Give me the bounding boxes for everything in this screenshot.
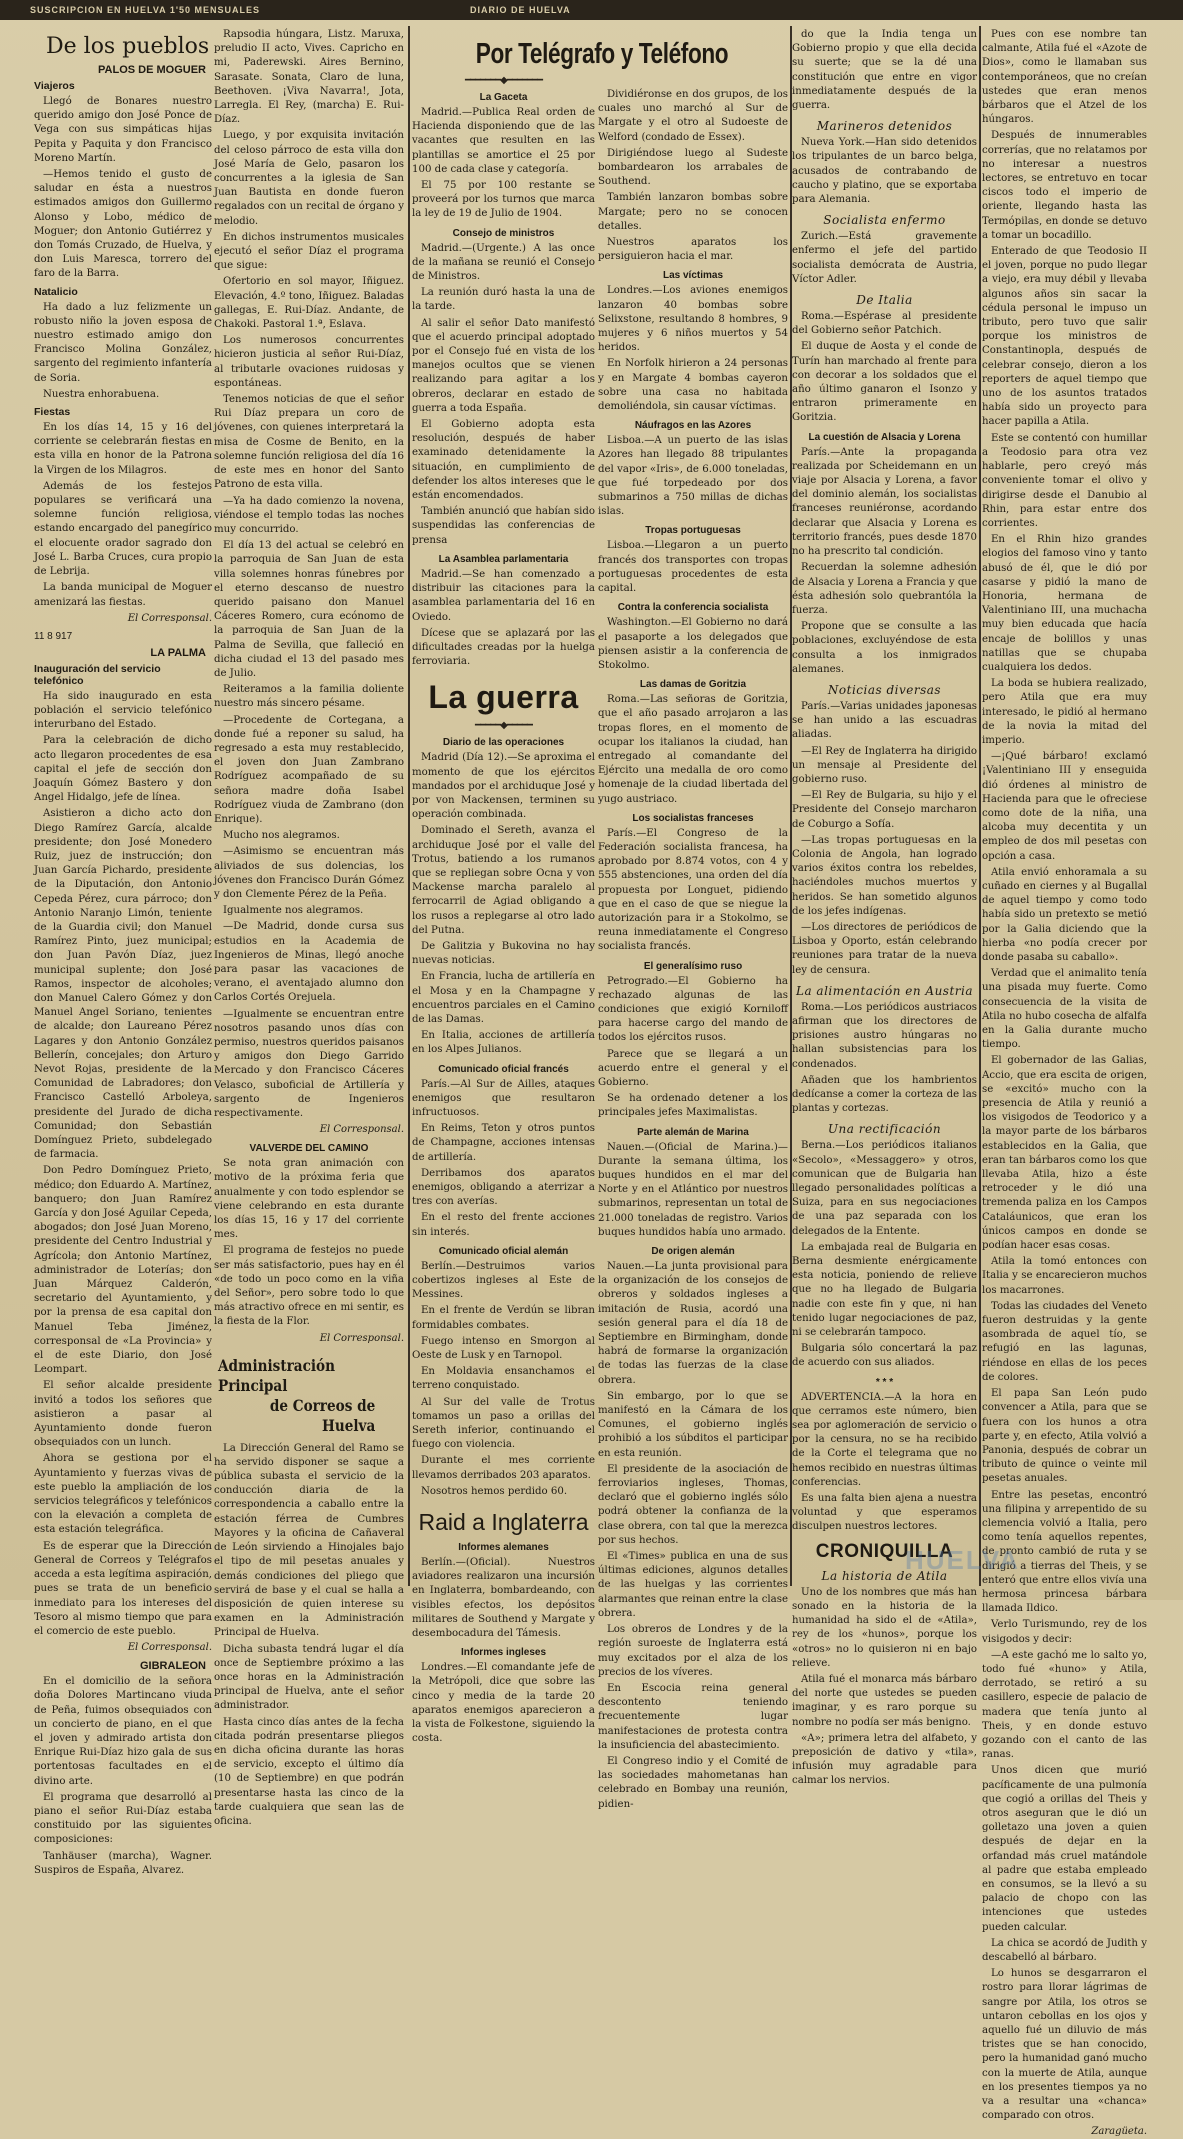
subheading: Informes alemanes: [458, 1542, 549, 1554]
paragraph: Al Sur del valle de Trotus tomamos un paso a orillas del Sereth inferior, continuando el fuego con violencia.: [412, 1396, 595, 1451]
subheading: Contra la conferencia socialista: [617, 602, 769, 614]
paragraph: —A este gachó me lo salto yo, todo fué «huno» y Atila, derrotado, se retiró a su casillero, especie de palacio de madera que tenía junto al Theis, y en donde estuvo gozando con el canto de las ranas.: [982, 1649, 1147, 1761]
subheading: Parte alemán de Marina: [637, 1126, 749, 1138]
paragraph: Enterado de que Teodosio II el joven, porque no pudo llegar a viejo, era muy débil y llevaba algunos años sin sacar la cédula personal le impuso un tributo, pero tuvo que salir porque los ministros de Constantinopla, después de celebrar consejo, dieron a los reporters de aquel tiempo que uno de los asuntos tratados había sido un proyecto para hacer papilla a Atila.: [982, 246, 1147, 428]
paragraph: París.—Ante la propaganda realizada por Scheidemann en un viaje por Alsacia y Lorena, a favor del dominio alemán, los socialistas franceses reuniéronse, acordando declarar que Alsacia y Lorena es territorio francés, pues desde 1870 no ha prescrito tal condición.: [792, 446, 977, 558]
paragraph: Es de esperar que la Dirección General de Correos y Telégrafos acceda a esta legítima aspiración, pues se trata de un beneficio inmediato para los intereses del Tesoro al mismo tiempo que para el comercio de este pueblo.: [34, 1540, 212, 1637]
paragraph: Dominado el Sereth, avanza el archiduque José por el valle del Trotus, batiendo a los rumanos que se repliegan sobre Ocna y von Mackense marcha paralelo al ferrocarril de Agiad obligando a los rusos a replegarse al otro lado del Putna.: [412, 825, 595, 936]
paper-name: DIARIO DE HUELVA: [470, 5, 571, 15]
paragraph: Lisboa.—A un puerto de las islas Azores han llegado 88 tripulantes del vapor «Iris», de 6.000 toneladas, que fué torpedeado por dos submarinos a 750 millas de dichas islas.: [598, 435, 788, 518]
subheading: Diario de las operaciones: [442, 737, 565, 749]
column-4: [598, 28, 788, 1810]
paragraph: La embajada real de Bulgaria en Berna desmiente enérgicamente esta noticia, poniendo de relieve que no ha llegado de Bulgaria nadie con este fin y que, ni han tenido lugar negociaciones de paz, ni se celebrarán tampoco.: [792, 1241, 977, 1339]
paragraph: El día 13 del actual se celebró en la parroquia de San Juan de esta villa solemnes honras fúnebres por el eterno descanso de nuestro querido paisano don Manuel Cáceres Romero, cura ecónomo de la parroquia de San Juan de la Palma de Sevilla, que falleció en dicha ciudad el 13 del pasado mes de Julio.: [214, 540, 404, 679]
subheading: La cuestión de Alsacia y Lorena: [808, 431, 961, 443]
paragraph: El señor alcalde presidente invitó a todos los señores que asistieron a pasar al Ayuntamiento donde fueron obsequiados con un lunch.: [34, 1380, 212, 1449]
paragraph: —Igualmente se encuentran entre nosotros pasando unos días con permiso, nuestros queridos paisanos y amigos don Diego Garrido Mercado y don Francisco Cáceres Velasco, suboficial de Artillería y sargento de Ingenieros respectivamente.: [214, 1008, 404, 1120]
headline-spacer: [598, 28, 788, 88]
paragraph: Berna.—Los periódicos italianos «Secolo», «Messaggero» y otros, comunican que de Bulgaria han llegado personalidades políticas a Suiza, para en sus negociaciones de una paz separada con los delegados de la Entente.: [792, 1140, 977, 1237]
paragraph: Petrogrado.—El Gobierno ha rechazado algunas de las condiciones que exigió Korniloff para hacerse cargo del mando de todos los ejércitos rusos.: [598, 975, 788, 1044]
headline-line: Administración Principal: [218, 1355, 335, 1395]
date-number: 11 8 917: [34, 630, 73, 642]
paragraph: La boda se hubiera realizado, pero Atila que era muy interesado, le pidió al hermano de la novia la mitad del imperio.: [982, 678, 1147, 746]
paragraph: Berlín.—Destruimos varios cobertizos ingleses al Este de Messines.: [412, 1260, 595, 1301]
town-heading-palos: PALOS DE MOGUER: [98, 64, 206, 76]
subheading: La Asamblea parlamentaria: [438, 553, 569, 565]
paragraph: «A»; primera letra del alfabeto, y preposición de dativo y «tila», infusión muy agradable para calmar los nervios.: [792, 1732, 977, 1787]
paragraph: Don Pedro Domínguez Prieto, médico; don Eduardo A. Martínez, banquero; don Juan Ramírez García y don José Aguilar Cepeda, abogados; don José Juan Moreno, presidente del Centro Industrial y Agrícola; don Antonio Martínez, administrador de Loterías; don Juan Márquez Calderón, secretario del Ayuntamiento, y por la prensa de esa capital don Manuel Teba Jiménez, corresponsal de «La Provincia» y el de este Diario, don José Leompart.: [34, 1165, 212, 1376]
section-title-pueblos: De los pueblos: [46, 34, 210, 59]
subheading: La alimentación en Austria: [795, 983, 974, 998]
paragraph: La Dirección General del Ramo se ha servido disponer se saque a pública subasta el servicio de la conducción diaria de la correspondencia a caballo entre la estación férrea de Cumbres Mayores y la oficina de Cañaveral de León sirviendo a Hinojales bajo el tipo de mil pesetas anuales y demás condiciones del pliego que servirá de base y el cual se halla a disposición de quien interese su examen en la Administración Principal de Huelva.: [214, 1442, 404, 1639]
subheading-viajeros: Viajeros: [34, 80, 75, 92]
paragraph: Dicha subasta tendrá lugar el día once de Septiembre próximo a las once horas en la Administración principal de Huelva, ante el señor administrador.: [214, 1643, 404, 1712]
paragraph: Madrid (Día 12).—Se aproxima el momento de que los ejércitos mandados por el archiduque José y por von Mackensen, terminen su operación combinada.: [412, 752, 595, 821]
paragraph: Unos dicen que murió pacíficamente de una pulmonía que cogió a orillas del Theis y otros aseguran que le dió un golletazo una joven a quien después de dejar en la orfandad más cruel matándole al padre que estaba empleado en consumos, se la llevó a su palacio de chopo con las intenciones que ustedes pueden calcular.: [982, 1765, 1147, 1933]
paragraph: —El Rey de Inglaterra ha dirigido un mensaje al Presidente del gobierno ruso.: [792, 745, 977, 785]
paragraph: El «Times» publica en una de sus últimas ediciones, algunos detalles de las huelgas y las corrientes alarmantes que reinan entre la clase obrera.: [598, 1551, 788, 1619]
paragraph: El programa de festejos no puede ser más satisfactorio, pues hay en él «de todo un poco como en la viña del Señor», pero sobre todo lo que más atractivo ofrece en mi sentir, es la fiesta de la Flor.: [214, 1245, 404, 1328]
paragraph: Nauen.—La junta provisional para la organización de los consejos de obreros y soldados ingleses a imitación de Rusia, acordó una sesión general para el día 18 de Septiembre en Birmingham, donde habrá de formarse la organización de todas las fuerzas de la clase obrera.: [598, 1261, 788, 1386]
subheading: Comunicado oficial francés: [438, 1063, 569, 1075]
paragraph: Roma.—Los periódicos austriacos afirman que los directores de prisiones austro húngaras no hallan subsistencias para los condenados.: [792, 1001, 977, 1070]
paragraph: El presidente de la asociación de ferroviarios ingleses, Thomas, declaró que el gobierno inglés sólo podrá obtener la confianza de la clase obrera, con tal que la merezca por sus hechos.: [598, 1463, 788, 1546]
paragraph: Verdad que el animalito tenía una pisada muy fuerte. Como consecuencia de la visita de Atila no hubo cosecha de alfalfa en la Galia durante mucho tiempo.: [982, 968, 1147, 1051]
column-rule: [408, 26, 410, 1586]
paragraph: Atila envió enhoramala a su cuñado en ciernes y al Bugallal de aquel tiempo y como todo había sido un pretexto se metió por la Galia diciendo que la hierba «no podía crecer por donde pasaba su caballo».: [982, 866, 1147, 963]
paragraph: Se nota gran animación con motivo de la próxima feria que anualmente y con todo esplendor se viene celebrando en esta durante los días 15, 16 y 17 del corriente mes.: [214, 1158, 404, 1241]
paragraph: París.—Al Sur de Ailles, ataques enemigos que resultaron infructuosos.: [412, 1078, 595, 1118]
paragraph: Los obreros de Londres y de la región suroeste de Inglaterra está muy excitados por el alza de los precios de los víveres.: [598, 1624, 788, 1678]
library-watermark: HUELVA: [905, 1545, 1021, 1575]
paragraph: En los días 14, 15 y 16 del corriente se celebrarán fiestas en esta villa en honor de la Patrona la Virgen de los Milagros.: [34, 422, 212, 476]
paragraph: Pues con ese nombre tan calmante, Atila fué el «Azote de Dios», como le llamaban sus contemporáneos, que no creían ustedes que eran menos bárbaros que el Atzel de los húngaros.: [982, 29, 1147, 126]
paragraph: También anunció que habían sido suspendidas las conferencias de prensa: [412, 506, 595, 546]
paragraph: Bulgaria sólo concertará la paz de acuerdo con sus aliados.: [792, 1343, 977, 1369]
masthead-strip: [0, 0, 1183, 20]
paragraph: Recuerdan la solemne adhesión de Alsacia y Lorena a Francia y que ésta adhesión solo quebrantóla la fuerza.: [792, 562, 977, 616]
paragraph: El papa San León pudo convencer a Atila, para que se fuera con los hunos a otra parte y, en efecto, Atila volvió a Panonia, después de cobrar un tributo de quince o veinte mil pesetas anuales.: [982, 1388, 1147, 1485]
paragraph: El programa que desarrolló al piano el señor Rui-Díaz estaba constituido por las siguientes composiciones:: [34, 1791, 212, 1846]
paragraph: Zurich.—Está gravemente enfermo el jefe del partido socialista demócrata de Austria, Víctor Adler.: [792, 231, 977, 285]
paragraph: En Reims, Teton y otros puntos de Champagne, acciones intensas de artillería.: [412, 1123, 595, 1163]
town-heading-palma: LA PALMA: [150, 646, 206, 659]
signature: El Corresponsal.: [319, 1332, 404, 1344]
paragraph: Atila fué el monarca más bárbaro del norte que ustedes se pueden imaginar, y es raro porque su nombre no podía ser más benigno.: [792, 1673, 977, 1728]
paragraph: Lisboa.—Llegaron a un puerto francés dos transportes con tropas portuguesas procedentes de esta capital.: [598, 540, 788, 595]
headline-raid: Raid a Inglaterra: [418, 1509, 589, 1536]
paragraph: Nosotros hemos perdido 60.: [421, 1485, 568, 1497]
subheading: De origen alemán: [651, 1246, 735, 1258]
paragraph: ADVERTENCIA.—A la hora en que cerramos este número, bien sea por aglomeración de servicio o por la censura, no se ha recibido de la Corte el telegrama que no hemos recibido en nuestras últimas conferencias.: [792, 1391, 977, 1488]
paragraph: Madrid.—Se han comenzado a distribuir las citaciones para la asamblea parlamentaria del 16 en Oviedo.: [412, 568, 595, 623]
paragraph: Tenemos noticias de que el señor Rui Díaz prepara un coro de jóvenes, con quienes interpretará la misa de Cosme de Benito, en la solemne función religiosa del día 16 de este mes en honor del Santo Patrono de esta villa.: [214, 394, 404, 491]
paragraph: —Las tropas portuguesas en la Colonia de Angola, han logrado varios éxitos contra los rebeldes, haciéndoles muchos muertos y heridos. Se han sometido algunos de los jefes indígenas.: [792, 834, 977, 917]
paragraph: Tanhäuser (marcha), Wagner. Suspiros de España, Alvarez.: [34, 1850, 212, 1876]
column-5: [792, 28, 977, 1787]
stars-divider: * * *: [875, 1376, 894, 1388]
paragraph: —Hemos tenido el gusto de saludar en ésta a nuestros estimados amigos don Guillermo Alonso y Lobo, médico de Moguer; don Antonio Gutiérrez y don Tomás Cruzado, de Huelva, y don Luis Maresca, torrero del faro de la Barra.: [34, 169, 212, 280]
paragraph: do que la India tenga un Gobierno propio y que ella decida su suerte; que se la dé una constitución que entre en vigor inmediatamente después de la guerra.: [792, 29, 977, 112]
paragraph: El duque de Aosta y el conde de Turín han marchado al frente para con decorar a los soldados que el año último ganaron el Isonzo y entraron primeramente en Goritzia.: [792, 341, 977, 424]
headline-croniquilla: CRONIQUILLA: [815, 1540, 954, 1562]
paragraph: Parece que se llegará a un acuerdo entre el general y el Gobierno.: [598, 1048, 788, 1088]
subheading: Consejo de ministros: [452, 227, 555, 239]
paragraph: Todas las ciudades del Veneto fueron destruidas y la gente asombrada de aquel tío, se refugió en las lagunas, riéndose en ellas de los peces de colores.: [982, 1300, 1147, 1383]
paragraph: Roma.—Espérase al presidente del Gobierno señor Patchich.: [792, 311, 977, 337]
paragraph: Madrid.—(Urgente.) A las once de la mañana se reunió el Consejo de Ministros.: [412, 242, 595, 283]
paragraph: De Galitzia y Bukovina no hay nuevas noticias.: [412, 940, 595, 967]
paragraph: —Asimismo se encuentran más aliviados de sus dolencias, los jóvenes don Francisco Durán Gómez y don Clemente Pérez de la Peña.: [214, 846, 404, 900]
paragraph: El gobernador de las Galias, Accio, que era escita de origen, se «excitó» mucho con la presencia de Atila y reunió a los visigodos de Teodorico y a la mayor parte de los bárbaros establecidos en la Galia, que eran tan bárbaros como los que llevaba Atila, hizo a éste retroceder y le dió una tremenda paliza en los Campos Cataláunicos, que eran los únicos campos en donde se podían hacer esas cosas.: [982, 1055, 1147, 1252]
paragraph: En Moldavia ensanchamos el terreno conquistado.: [412, 1366, 595, 1392]
column-2: [214, 28, 404, 1827]
paragraph: Para la celebración de dicho acto llegaron procedentes de esa capital el jefe de sección don Joaquín Gómez Bastero y don Angel Hidalgo, jefe de línea.: [34, 735, 212, 804]
signature: Zaragüeta.: [1091, 2126, 1147, 2138]
paragraph: Llegó de Bonares nuestro querido amigo don José Ponce de Vega con sus simpáticas hijas Pepita y Paquita y don Francisco Moreno Martín.: [34, 96, 212, 164]
paragraph: Washington.—El Gobierno no dará el pasaporte a los delegados que piensen asistir a la conferencia de Stokolmo.: [598, 617, 788, 671]
paragraph: Dirigiéndose luego al Sudeste bombardearon los arrabales de Southend.: [598, 147, 788, 188]
headline-line: de Correos de Huelva: [269, 1395, 376, 1435]
paragraph: Rapsodia húngara, Listz. Maruxa, preludio II acto, Vives. Capricho en mi, Paderewski. Aires Bernino, Sarasate. Sonata, Claro de luna, Beethoven. ¡Viva Navarra!, Jota, Larregla. El Rey, (marcha) E. Rui-Díaz.: [214, 29, 404, 126]
paragraph: —Procedente de Cortegana, a donde fué a reponer su salud, ha regresado a esta muy restablecido, el joven don Juan Zambrano Rodríguez acompañado de su señora madre doña Isabel Rodríguez viuda de Zambrano (don Enrique).: [214, 714, 404, 825]
subheading-fiestas: Fiestas: [34, 406, 71, 419]
paragraph: El Congreso indio y el Comité de las sociedades mahometanas han celebrado en Bombay una reunión, pidien-: [598, 1755, 788, 1810]
paragraph: París.—El Congreso de la Federación socialista francesa, ha aprobado por 8.874 votos, con 4 y 555 abstenciones, una orden del día propuesta por Longuet, pidiendo que en el caso de que se niegue la autorización para ir a Stokolmo, se reuna inmediatamente el Congreso socialista francés.: [598, 827, 788, 953]
paragraph: En el Rhin hizo grandes elogios del famoso vino y tanto abusó de él, que le dió por casarse y pidió la mano de Honoria, hermana de Valentiniano III, una muchacha muy bien educada que hacía encaje de bolillos y unas natillas que se chupaba cualquiera los dedos.: [982, 534, 1147, 673]
subheading: El generalísimo ruso: [643, 960, 743, 972]
paragraph: En Francia, lucha de artillería en el Mosa y en la Champagne y encuentros parciales en el Camino de las Damas.: [412, 971, 595, 1025]
paragraph: Sin embargo, por lo que se manifestó en la Cámara de los Comunes, el gobierno inglés prohibió a los súbditos el participar en esta reunión.: [598, 1390, 788, 1459]
subheading: Náufragos en las Azores: [634, 420, 752, 432]
paragraph: Se ha ordenado detener a los principales jefes Maximalistas.: [598, 1093, 788, 1119]
column-1: [34, 28, 212, 1876]
subheading: Informes ingleses: [460, 1647, 547, 1659]
column-rule: [979, 26, 981, 1586]
subheading: Las víctimas: [662, 270, 724, 282]
signature: El Corresponsal.: [127, 612, 212, 624]
subheading: Comunicado oficial alemán: [438, 1245, 569, 1257]
paragraph: En Escocia reina general descontento teniendo frecuentemente lugar manifestaciones de protesta contra la insuficiencia del abastecimiento.: [598, 1682, 788, 1751]
paragraph: Durante el mes corriente llevamos derribados 203 aparatos.: [412, 1455, 595, 1481]
subscription-text: SUSCRIPCION EN HUELVA 1'50 MENSUALES: [30, 5, 261, 15]
subheading: Noticias diversas: [827, 682, 942, 697]
subheading: La Gaceta: [479, 92, 528, 103]
paragraph: Ha sido inaugurado en esta población el servicio telefónico interurbano del Estado.: [34, 690, 212, 731]
paragraph: Uno de los nombres que más han sonado en la historia de la humanidad ha sido el de «Atila», rey de los «hunos», porque los «otros» no lo quisieron ni en bajo relieve.: [792, 1586, 977, 1669]
paragraph: —Los directores de periódicos de Lisboa y Oporto, están celebrando reuniones para tratar de la nueva ley de censura.: [792, 921, 977, 976]
paragraph: Al salir el señor Dato manifestó que el acuerdo principal adoptado por el Consejo fué en vista de los manejos ocultos que se vienen realizando para agitar a los obreros, declarar en estado de guerra a toda España.: [412, 317, 595, 414]
ornament-divider: ━━━━━◆━━━━━: [475, 720, 532, 732]
paragraph: La banda municipal de Moguer amenizará las fiestas.: [34, 582, 212, 608]
town-heading-gibraleon: GIBRALEON: [140, 1660, 206, 1673]
paragraph: Propone que se consulte a las poblaciones, excluyéndose de esta consulta a los inmigrados alemanes.: [792, 621, 977, 675]
paragraph: El 75 por 100 restante se proveerá por los turnos que marca la ley de 19 de Julio de 1904.: [412, 180, 595, 220]
paragraph: Añaden que los hambrientos dedícanse a comer la corteza de las plantas y cortezas.: [792, 1074, 977, 1115]
ornament-divider: ━━━━━━━◆━━━━━━━: [465, 75, 542, 86]
subheading-inauguracion: Inauguración del servicio telefónico: [34, 662, 161, 687]
paragraph: Los numerosos concurrentes hicieron justicia al señor Rui-Díaz, al tributarle ovaciones ruidosas y espontáneas.: [214, 335, 404, 389]
paragraph: Atila la tomó entonces con Italia y se encarecieron muchos los macarrones.: [982, 1256, 1147, 1296]
paragraph: Luego, y por exquisita invitación del celoso párroco de esta villa don José María de Gelo, pasaron los concurrentes a la iglesia de San Juan Bautista en donde fueron regalados con un recital de órgano y melodio.: [214, 130, 404, 227]
paragraph: En el resto del frente acciones sin interés.: [412, 1212, 595, 1238]
subheading: Las damas de Goritzia: [639, 679, 747, 691]
paragraph: Entre las pesetas, encontró una filipina y arrepentido de su clemencia volvió a Italia, pero como tenía aquellos repentes, de pronto cambió de ruta y se dirigió a tierras del Theis, y se enteró que entre ellos vivía una hermosa princesa bárbara llamada Ildico.: [982, 1489, 1147, 1615]
paragraph: París.—Varias unidades japonesas se han unido a las escuadras aliadas.: [792, 700, 977, 741]
paragraph: Ahora se gestiona por el Ayuntamiento y fuerzas vivas de este pueblo la ampliación de los servicios telegráficos y telefónicos con la elevación a completa de esta estación telegráfica.: [34, 1453, 212, 1536]
paragraph: Nuestros aparatos los persiguieron hacia el mar.: [598, 237, 788, 263]
subheading: Los socialistas franceses: [632, 812, 754, 824]
paragraph: —Ya ha dado comienzo la novena, viéndose el templo todas las noches muy concurrido.: [214, 495, 404, 535]
subheading: Socialista enfermo: [823, 213, 946, 228]
headline-telegrafo: Por Telégrafo y Teléfono: [475, 38, 729, 70]
subheading-natalicio: Natalicio: [34, 285, 78, 298]
subheading: La historia de Atila: [821, 1568, 948, 1583]
paragraph: —El Rey de Bulgaria, su hijo y el Presidente del Consejo marcharon de Coburgo a Sofía.: [792, 790, 977, 830]
paragraph: Lo hunos se desgarraron el rostro para llorar lágrimas de sangre por Atila, los otros se untaron cebollas en los ojos y aquello fué un diluvio de más tristes que se han conocido, pero la humanidad ganó mucho con la muerte de Atila, aunque en los presentes tiempos ya no va a resultar una «chanca» comparado con otros.: [982, 1968, 1147, 2122]
paragraph: Ha dado a luz felizmente un robusto niño la joven esposa de nuestro estimado amigo don Francisco Molina González, sargento del regimiento infantería de Soria.: [34, 301, 212, 384]
headline-administracion: [218, 1356, 401, 1436]
paragraph: Fuego intenso en Smorgon al Oeste de Lusk y en Tarnopol.: [412, 1335, 595, 1362]
paragraph: Este se contentó con humillar a Teodosio para otra vez hablarle, pero creyó más conveniente tomar el olivo y dirigirse desde el Danubio al Rhin, para estar entre dos corrientes.: [982, 432, 1147, 529]
paragraph: —De Madrid, donde cursa sus estudios en la Academia de Ingenieros de Minas, llegó anoche para pasar las vacaciones de verano, el aventajado alumno don Carlos Cortés Orejuela.: [214, 921, 404, 1004]
paragraph: Nuestra enhorabuena.: [43, 388, 160, 400]
headline-guerra: La guerra: [428, 679, 579, 716]
paragraph: La chica se acordó de Judith y descabelló al bárbaro.: [982, 1937, 1147, 1964]
column-6: [982, 28, 1147, 2138]
paragraph: En el frente de Verdún se libran formidables combates.: [412, 1305, 595, 1331]
paragraph: Después de innumerables correrías, que no relatamos por no interesar a nuestros lectores, se entretuvo en tocar ciscos todo el imperio de oriente, llegando hasta las Termópilas, en donde se detuvo a tomar un bocadillo.: [982, 130, 1147, 241]
paragraph: También lanzaron bombas sobre Margate; pero no se conocen detalles.: [598, 192, 788, 232]
paragraph: En dichos instrumentos musicales ejecutó el señor Díaz el programa que sigue:: [214, 231, 404, 272]
paragraph: Nueva York.—Han sido detenidos los tripulantes de un barco belga, acusados de contrabando de caucho y platino, que se exportaba para Alemania.: [792, 137, 977, 206]
paragraph: Dividiéronse en dos grupos, de los cuales uno marchó al Sur de Margate y el otro al Sudoeste de Welford (condado de Essex).: [598, 89, 788, 143]
signature: El Corresponsal.: [319, 1124, 404, 1136]
town-heading-valverde: VALVERDE DEL CAMINO: [249, 1143, 369, 1155]
paragraph: Ofertorio en sol mayor, Iñiguez. Elevación, 4.º tono, Iñiguez. Baladas gallegas, E. Rui-Díaz. Andante, de Chakoki. Pastoral 1.ª, Eslava.: [214, 276, 404, 331]
signature: El Corresponsal.: [127, 1642, 212, 1654]
paragraph: En el domicilio de la señora doña Dolores Martincano viuda de Peña, fuimos obsequiados con un concierto de piano, en el que el joven y admirado artista don Enrique Rui-Díaz hizo gala de sus portentosas facultades en el divino arte.: [34, 1676, 212, 1787]
paragraph: Mucho nos alegramos.: [223, 830, 340, 842]
paragraph: Roma.—Las señoras de Goritzia, que el año pasado arrojaron a las tropas flores, en el momento de ocupar los italianos la ciudad, han entregado al comandante del Ejército una medalla de oro como homenaje de la ciudad libertada del yugo austriaco.: [598, 694, 788, 805]
subheading: De Italia: [856, 293, 913, 308]
paragraph: Madrid.—Publica Real orden de Hacienda disponiendo que de las vacantes que resulten en las plantillas se amortice el 25 por 100 de cada clase y categoría.: [412, 107, 595, 175]
paragraph: Berlín.—(Oficial). Nuestros aviadores realizaron una incursión en Inglaterra, bombardeando, con visibles efectos, los depósitos militares de Southend y Margate y desembocadura del Támesis.: [412, 1557, 595, 1640]
paragraph: Derribamos dos aparatos enemigos, obligando a aterrizar a tres con averías.: [412, 1167, 595, 1208]
paragraph: Verlo Turismundo, rey de los visigodos y decir:: [982, 1619, 1147, 1645]
paragraph: En Italia, acciones de artillería en los Alpes Julianos.: [412, 1030, 595, 1056]
paragraph: Hasta cinco días antes de la fecha citada podrán presentarse pliegos en dicha oficina durante las horas de servicio, excepto el último día (10 de Septiembre) en que podrán presentarse hasta las cinco de la tarde cualquiera que sean las de oficina.: [214, 1716, 404, 1827]
paragraph: Es una falta bien ajena a nuestra voluntad y que esperamos disculpen nuestros lectores.: [792, 1493, 977, 1533]
paragraph: En Norfolk hirieron a 24 personas y en Margate 4 bombas cayeron sobre una casa no habitada demoliéndola, sin causar víctimas.: [598, 358, 788, 413]
paragraph: Londres.—Los aviones enemigos lanzaron 40 bombas sobre Selixstone, resultando 8 hombres, 9 mujeres y 6 niños muertos y 54 heridos.: [598, 285, 788, 354]
paragraph: El Gobierno adopta esta resolución, después de haber examinado detenidamente la situación, en cumplimiento de defender los altos intereses que le están encomendados.: [412, 419, 595, 502]
paragraph: Dícese que se aplazará por las dificultades creadas por la huelga ferroviaria.: [412, 627, 595, 668]
subheading: Marineros detenidos: [816, 119, 953, 134]
paragraph: —¡Qué bárbaro! exclamó ¡Valentiniano III y enseguida dió órdenes al ministro de Hacienda para que le ofreciese como dote de la niña, una alcoba muy decentita y un empleo de dos mil pesetas con opción a casa.: [982, 751, 1147, 862]
paragraph: La reunión duró hasta la una de la tarde.: [412, 287, 595, 313]
paragraph: Igualmente nos alegramos.: [223, 905, 364, 917]
subheading: Una rectificación: [827, 1122, 942, 1137]
paragraph: Asistieron a dicho acto don Diego Ramírez García, alcalde presidente; don José Monedero Ruiz, juez de instrucción; don Juan García Pichardo, presidente de la Diputación, don Antonio Cepeda Pérez, cura párroco; don Antonio Naranjo Limón, teniente de la Guardia civil; don Manuel Ramírez Pinto, juez municipal; don Juan Pavón Díaz, juez municipal suplente; don José Ramos, inspector de alcoholes; don Manuel Calero Gómez y don Manuel Angel Soriano, tenientes de alcalde; don Laureano Pérez Lagares y don Antonio González Bellerín, concejales; don Arturo Nevot Rojas, presidente de la Comunidad de Labradores; don Francisco Castelló Arboleya, presidente del Jurado de dicha Comunidad; don Sebastián Domínguez Prieto, subdelegado de farmacia.: [34, 808, 212, 1161]
paragraph: Reiteramos a la familia doliente nuestro más sincero pésame.: [214, 684, 404, 710]
paragraph: Nauen.—(Oficial de Marina.)—Durante la semana última, los buques hundidos en el mar del Norte y en el Atlántico por nuestros submarinos, representan un total de 21.000 toneladas de registro. Varios buques hundidos había uno armado.: [598, 1141, 788, 1238]
paragraph: Además de los festejos populares se verificará una solemne función religiosa, estando encargado del panegírico el elocuente orador sagrado don José L. Barba Cruces, cura propio de Lebrija.: [34, 480, 212, 578]
paragraph: Londres.—El comandante jefe de la Metrópoli, dice que sobre las cinco y media de la tarde 20 aparatos enemigos aparecieron a la vista de Folkestone, siguiendo la costa.: [412, 1662, 595, 1745]
subheading: Tropas portuguesas: [645, 525, 741, 537]
